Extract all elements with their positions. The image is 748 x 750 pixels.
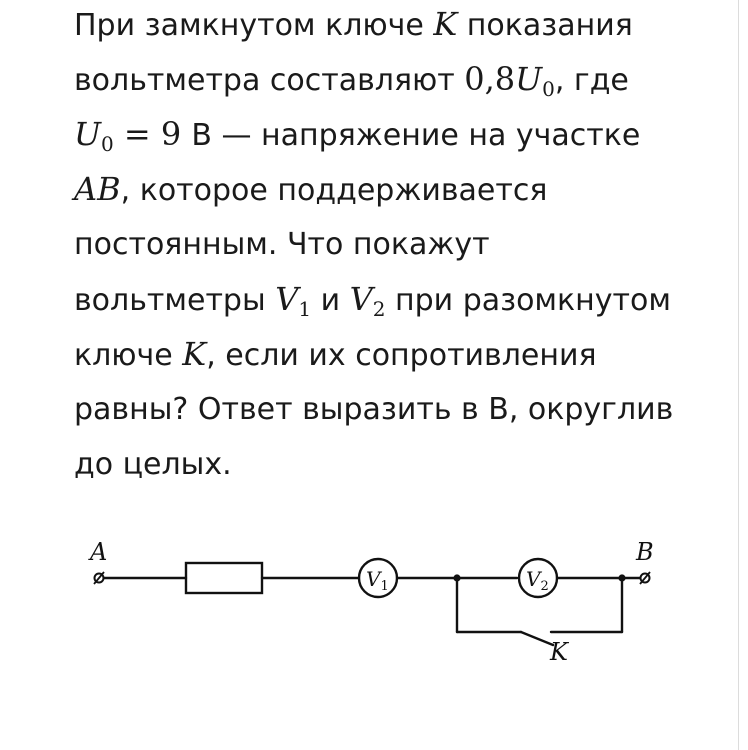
problem-line-1: При замкнутом ключе K показания: [74, 5, 633, 43]
terminal-b-label: B: [636, 538, 654, 566]
problem-text: [74, 0, 714, 492]
problem-line-3: $U_0 = 9$ В — напряжение на участке: [74, 115, 641, 156]
problem-line-4: AB, которое поддерживается: [74, 170, 548, 208]
resistor: [186, 563, 262, 593]
switch-k-label: K: [550, 638, 568, 666]
math-ab: AB: [74, 170, 121, 208]
junction-left: [453, 574, 460, 581]
math-k: K: [433, 5, 458, 43]
problem-line-2: вольтметра составляют $0,8U_0$, где: [74, 60, 629, 101]
problem-line-9: до целых.: [74, 447, 232, 482]
math-u0-eq: $U_0 = 9$: [74, 115, 192, 156]
frame-edge: [738, 0, 739, 750]
voltmeter-v1-label: $V_1$: [366, 567, 389, 594]
math-k-2: K: [182, 335, 207, 373]
problem-line-7: ключе K, если их сопротивления: [74, 335, 597, 373]
math-08u0: $0,8U_0$: [464, 60, 555, 101]
problem-line-6: вольтметры $V_1$ и $V_2$ при разомкнутом: [74, 280, 672, 321]
junction-right: [618, 574, 625, 581]
circuit-diagram: [0, 520, 738, 680]
switch-blade: [521, 632, 553, 645]
math-v1: $V_1$: [275, 280, 312, 321]
math-v2: $V_2$: [349, 280, 386, 321]
terminal-a-label: A: [90, 538, 108, 566]
problem-line-5: постоянным. Что покажут: [74, 227, 490, 262]
voltmeter-v2-label: $V_2$: [526, 567, 549, 594]
problem-line-8: равны? Ответ выразить в В, округлив: [74, 392, 674, 427]
